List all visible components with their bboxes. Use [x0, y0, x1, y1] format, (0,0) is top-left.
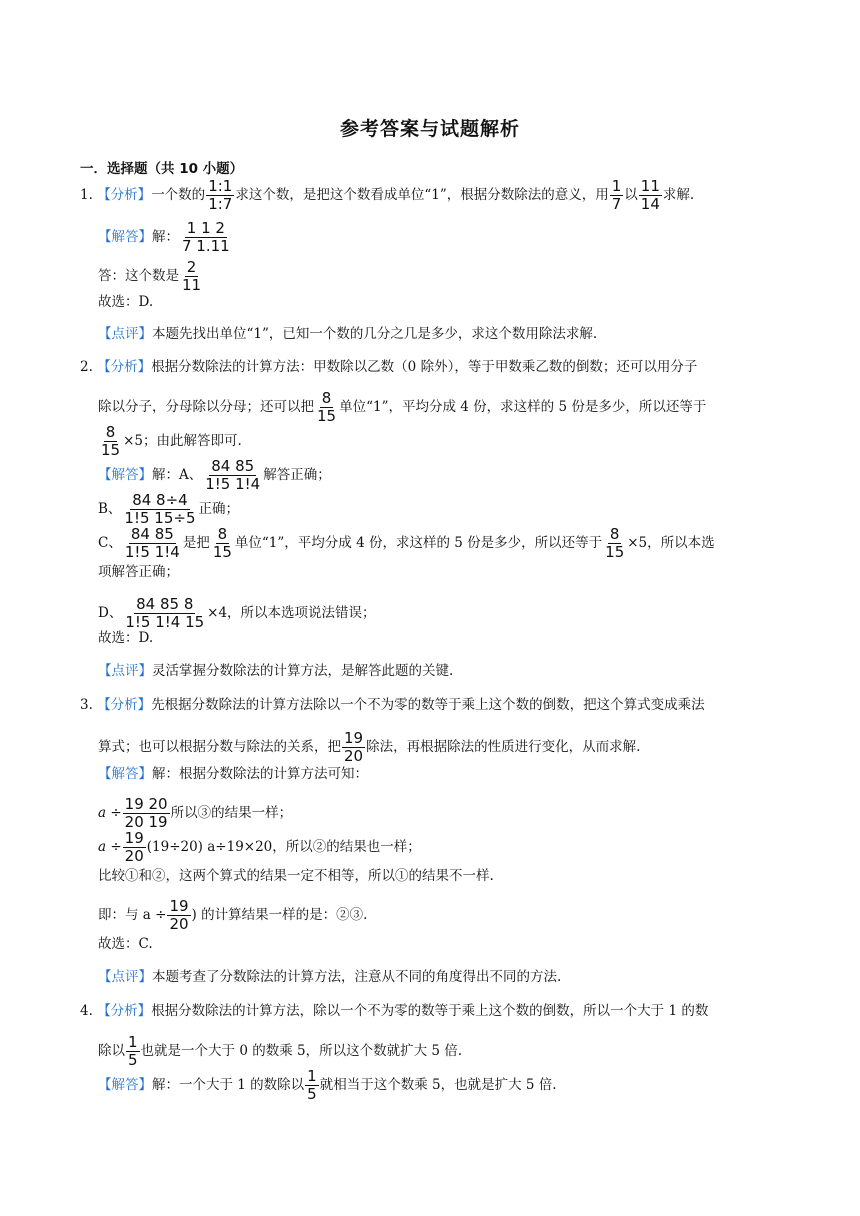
q3-text: 解：根据分数除法的计算方法可知： [152, 766, 368, 782]
q2-text: D、 [98, 605, 123, 621]
q2-analysis-line [80, 357, 697, 377]
q2-text: 除以分子，分母除以分母；还可以把 [98, 399, 314, 415]
q3-step-3: 比较①和②，这两个算式的结果一定不相等，所以①的结果不一样. [98, 868, 494, 884]
fraction: $\frac{8}{15}$ [101, 423, 121, 459]
q4-number: 4. [80, 1003, 93, 1019]
fraction: $\frac{19}{20}$ [124, 829, 144, 865]
q2-answer-d [98, 596, 376, 631]
q3-text: ) 的计算结果一样的是：②③. [191, 907, 368, 923]
fraction: $\frac{1}{7}$ [611, 177, 622, 213]
q2-text: 灵活掌握分数除法的计算方法，是解答此题的关键. [152, 663, 454, 679]
q4-answer-line [98, 1068, 557, 1103]
q3-text: a ÷ [98, 839, 122, 855]
q2-text: 正确； [198, 501, 239, 517]
q3-text: 即：与 a ÷ [98, 907, 167, 923]
q1-number: 1. [80, 187, 93, 203]
q1-choice: 故选：D. [98, 294, 154, 310]
fraction: $\frac{84 8\div 4}{1!5 15\div 5}$ [124, 491, 196, 527]
q2-text: B、 [98, 501, 122, 517]
q1-text: 答：这个数是 [98, 268, 179, 284]
q1-conclusion-line [98, 259, 204, 294]
answer-tag: 【解答】 [98, 229, 152, 245]
analysis-tag: 【分析】 [97, 359, 152, 375]
comment-tag: 【点评】 [98, 326, 152, 342]
fraction: $\frac{84 85 8}{1!5 1!4 15}$ [125, 595, 205, 631]
fraction: $\frac{1}{5}$ [307, 1067, 317, 1103]
q3-comment-line [98, 967, 561, 987]
q2-number: 2. [80, 359, 93, 375]
q2-text: 解：A、 [152, 467, 203, 483]
q2-answer-c [98, 526, 715, 561]
answer-tag: 【解答】 [98, 766, 152, 782]
fraction: $\frac{1:1}{1:7}$ [208, 177, 233, 213]
fraction: $\frac{8}{15}$ [212, 525, 232, 561]
q2-comment-line [98, 661, 453, 681]
q3-answer-line [98, 764, 368, 784]
comment-tag: 【点评】 [98, 969, 152, 985]
q2-text: 是把 [182, 535, 210, 551]
fraction: $\frac{8}{15}$ [317, 389, 337, 425]
q2-answer-a [98, 458, 331, 493]
q1-text: 求解. [662, 187, 695, 203]
q3-text: 本题考查了分数除法的计算方法，注意从不同的角度得出不同的方法. [152, 969, 562, 985]
q1-text: 求这个数，是把这个数看成单位“1”，根据分数除法的意义，用 [235, 187, 609, 203]
q1-analysis-line [80, 178, 694, 213]
q3-text: 除法，再根据除法的性质进行变化，从而求解. [366, 739, 641, 755]
q2-answer-b [98, 492, 239, 527]
q2-analysis-line-3 [98, 424, 242, 459]
q4-analysis-line-2 [98, 1034, 462, 1069]
q3-number: 3. [80, 697, 93, 713]
analysis-tag: 【分析】 [97, 187, 152, 203]
q3-text: 算式；也可以根据分数与除法的关系，把 [98, 739, 341, 755]
q1-comment-line [98, 324, 597, 344]
analysis-tag: 【分析】 [97, 697, 152, 713]
fraction: $\frac{84 85}{1!5 1!4}$ [205, 457, 261, 493]
q3-text: 所以③的结果一样； [170, 805, 293, 821]
q4-text: 根据分数除法的计算方法，除以一个不为零的数等于乘上这个数的倒数，所以一个大于 1 的数 [151, 1003, 709, 1019]
fraction: $\frac{84 85}{1!5 1!4}$ [124, 525, 180, 561]
q4-text: 也就是一个大于 0 的数乘 5，所以这个数就扩大 5 倍. [140, 1043, 463, 1059]
q1-text: 本题先找出单位“1”，已知一个数的几分之几是多少，求这个数用除法求解. [152, 326, 598, 342]
analysis-tag: 【分析】 [97, 1003, 152, 1019]
fraction: $\frac{1 1 2}{7 1.11}$ [182, 219, 230, 255]
q1-text: 以 [624, 187, 638, 203]
q3-analysis-line-2 [98, 730, 640, 765]
q3-analysis-line [80, 695, 705, 715]
q1-answer-line [98, 220, 233, 255]
q2-text: 单位“1”，平均分成 4 份，求这样的 5 份是多少，所以还等于 [339, 399, 707, 415]
fraction: $\frac{19}{20}$ [169, 897, 189, 933]
q4-text: 就相当于这个数乘 5，也就是扩大 5 倍. [319, 1077, 557, 1093]
q2-text: 单位“1”，平均分成 4 份，求这样的 5 份是多少，所以还等于 [234, 535, 603, 551]
q3-text: a ÷ [98, 805, 122, 821]
comment-tag: 【点评】 [98, 663, 152, 679]
fraction: $\frac{19}{20}$ [344, 729, 364, 765]
q4-analysis-line [80, 1001, 708, 1021]
q4-text: 解：一个大于 1 的数除以 [152, 1077, 305, 1093]
answer-tag: 【解答】 [98, 467, 152, 483]
q2-choice: 故选：D. [98, 630, 154, 646]
q4-text: 除以 [98, 1043, 125, 1059]
q2-text: ×5；由此解答即可. [123, 433, 242, 449]
fraction: $\frac{2}{11}$ [182, 258, 202, 294]
q3-step-1 [98, 796, 292, 831]
q3-step-2 [98, 830, 421, 865]
answer-tag: 【解答】 [98, 1077, 152, 1093]
section-heading: 一．选择题（共 10 小题） [80, 161, 244, 177]
fraction: $\frac{11}{14}$ [640, 177, 660, 213]
fraction: $\frac{8}{15}$ [605, 525, 625, 561]
q3-text: 先根据分数除法的计算方法除以一个不为零的数等于乘上这个数的倒数，把这个算式变成乘法 [151, 697, 705, 713]
q1-text: 解： [152, 229, 179, 245]
q2-text: 解答正确； [263, 467, 331, 483]
fraction: $\frac{19 20}{20 19}$ [124, 795, 168, 831]
q2-text: ×4，所以本选项说法错误； [207, 605, 376, 621]
q2-answer-c-cont: 项解答正确； [98, 564, 179, 580]
q2-text: ×5，所以本选 [627, 535, 715, 551]
q3-text: (19÷20) a÷19×20，所以②的结果也一样； [146, 839, 421, 855]
q2-text: C、 [98, 535, 122, 551]
q1-text: 一个数的 [151, 187, 206, 203]
page-title: 参考答案与试题解析 [339, 118, 520, 140]
q3-choice: 故选：C. [98, 936, 153, 952]
fraction: $\frac{1}{5}$ [128, 1033, 138, 1069]
q3-step-4 [98, 898, 367, 933]
q2-text: 根据分数除法的计算方法：甲数除以乙数（0 除外），等于甲数乘乙数的倒数；还可以用分子 [151, 359, 698, 375]
q2-analysis-line-2 [98, 390, 706, 425]
